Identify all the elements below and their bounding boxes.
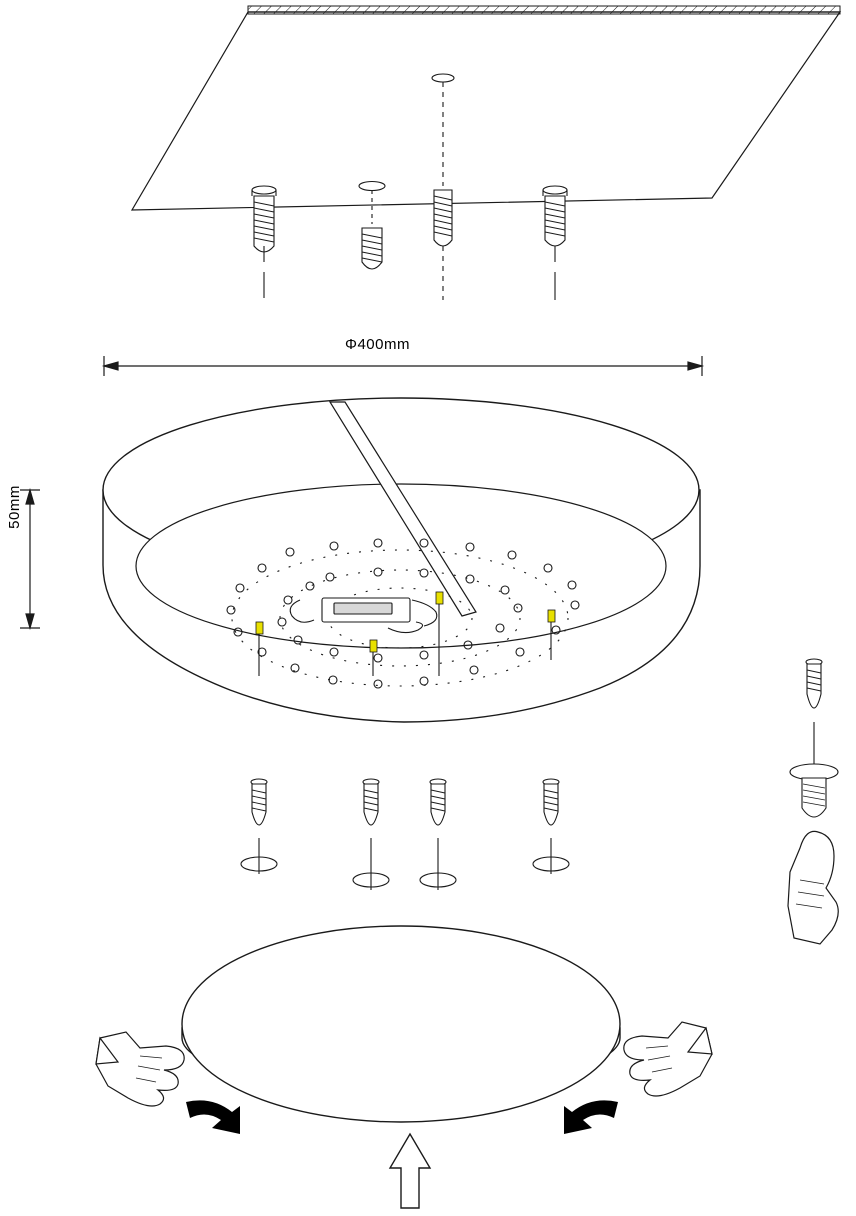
rotation-arrow-right <box>564 1100 618 1134</box>
ceiling-anchor-4 <box>543 186 567 300</box>
ceiling-surface-group <box>132 6 840 210</box>
height-label: 50mm <box>6 485 23 529</box>
height-dimension <box>20 490 40 628</box>
diameter-dimension <box>104 356 702 376</box>
diffuser-cover-group <box>182 926 620 1122</box>
mounting-screws-group <box>241 779 569 890</box>
lamp-body-group <box>103 398 700 722</box>
hand-left-group <box>96 1032 184 1106</box>
ceiling-anchor-1 <box>252 186 276 298</box>
diameter-label: Φ400mm <box>345 336 410 353</box>
drill-and-anchor-group <box>788 659 838 944</box>
arrow-up-icon <box>390 1134 430 1208</box>
hand-right-group <box>624 1022 712 1096</box>
rotation-arrow-left <box>186 1100 240 1134</box>
